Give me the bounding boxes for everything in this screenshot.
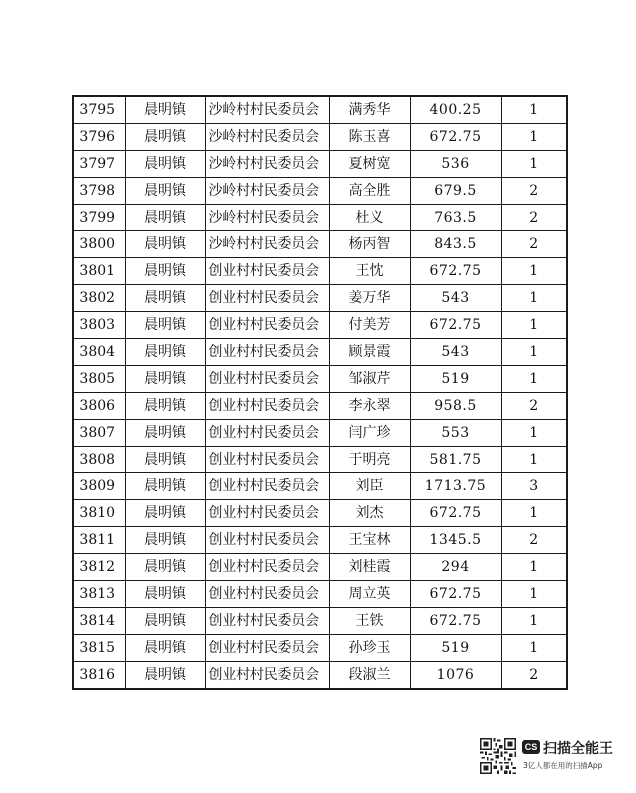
table-row [73, 231, 567, 258]
cell-count: 1 [501, 607, 567, 634]
cell-amount: 843.5 [410, 231, 501, 258]
cell-amount: 958.5 [410, 392, 501, 419]
cell-person-name: 付美芳 [329, 312, 410, 339]
cell-count: 2 [501, 527, 567, 554]
cell-serial: 3795 [73, 96, 125, 123]
cell-person-name: 段淑兰 [329, 661, 410, 688]
cell-village-committee: 创业村村民委员会 [205, 312, 329, 339]
cs-logo-icon: CS [522, 740, 540, 754]
cell-person-name: 杨丙智 [329, 231, 410, 258]
cell-serial: 3815 [73, 634, 125, 661]
table-row [73, 339, 567, 366]
cell-town: 晨明镇 [125, 500, 205, 527]
cell-count: 1 [501, 500, 567, 527]
cell-village-committee: 沙岭村村民委员会 [205, 150, 329, 177]
cell-amount: 519 [410, 365, 501, 392]
cell-village-committee: 沙岭村村民委员会 [205, 96, 329, 123]
camscanner-watermark [480, 738, 630, 780]
cell-village-committee: 创业村村民委员会 [205, 500, 329, 527]
cell-serial: 3813 [73, 581, 125, 608]
cell-town: 晨明镇 [125, 581, 205, 608]
cell-person-name: 于明亮 [329, 446, 410, 473]
cell-person-name: 刘桂霞 [329, 554, 410, 581]
cell-person-name: 邹淑芹 [329, 365, 410, 392]
cell-count: 1 [501, 285, 567, 312]
cell-person-name: 李永翠 [329, 392, 410, 419]
cell-town: 晨明镇 [125, 204, 205, 231]
cell-town: 晨明镇 [125, 258, 205, 285]
cell-village-committee: 创业村村民委员会 [205, 446, 329, 473]
cell-serial: 3798 [73, 177, 125, 204]
cell-serial: 3809 [73, 473, 125, 500]
brand-tagline: 3亿人都在用的扫描App [523, 761, 603, 770]
table-row [73, 500, 567, 527]
cell-town: 晨明镇 [125, 419, 205, 446]
cell-serial: 3812 [73, 554, 125, 581]
cell-amount: 553 [410, 419, 501, 446]
cell-count: 1 [501, 150, 567, 177]
cell-serial: 3804 [73, 339, 125, 366]
cell-village-committee: 创业村村民委员会 [205, 365, 329, 392]
cell-amount: 294 [410, 554, 501, 581]
cell-town: 晨明镇 [125, 339, 205, 366]
cell-serial: 3805 [73, 365, 125, 392]
cell-count: 1 [501, 258, 567, 285]
cell-person-name: 刘杰 [329, 500, 410, 527]
table-row [73, 258, 567, 285]
cell-village-committee: 沙岭村村民委员会 [205, 231, 329, 258]
record-table [72, 95, 568, 690]
cell-amount: 672.75 [410, 500, 501, 527]
cell-amount: 672.75 [410, 258, 501, 285]
cell-amount: 581.75 [410, 446, 501, 473]
table-row [73, 661, 567, 688]
cell-person-name: 姜万华 [329, 285, 410, 312]
cell-village-committee: 创业村村民委员会 [205, 554, 329, 581]
cell-town: 晨明镇 [125, 365, 205, 392]
cell-amount: 1713.75 [410, 473, 501, 500]
cell-serial: 3800 [73, 231, 125, 258]
cell-count: 1 [501, 634, 567, 661]
cell-amount: 519 [410, 634, 501, 661]
cell-count: 1 [501, 554, 567, 581]
cell-count: 3 [501, 473, 567, 500]
brand-name: 扫描全能王 [543, 741, 613, 757]
cell-count: 1 [501, 96, 567, 123]
cell-amount: 536 [410, 150, 501, 177]
cell-town: 晨明镇 [125, 312, 205, 339]
cell-serial: 3806 [73, 392, 125, 419]
cell-person-name: 王忱 [329, 258, 410, 285]
cell-village-committee: 创业村村民委员会 [205, 473, 329, 500]
cell-count: 2 [501, 661, 567, 688]
cell-town: 晨明镇 [125, 473, 205, 500]
cell-amount: 679.5 [410, 177, 501, 204]
cell-village-committee: 沙岭村村民委员会 [205, 123, 329, 150]
cell-amount: 672.75 [410, 607, 501, 634]
cell-serial: 3811 [73, 527, 125, 554]
cell-town: 晨明镇 [125, 554, 205, 581]
cell-town: 晨明镇 [125, 285, 205, 312]
cell-town: 晨明镇 [125, 177, 205, 204]
table-row [73, 392, 567, 419]
cell-village-committee: 沙岭村村民委员会 [205, 177, 329, 204]
cell-village-committee: 创业村村民委员会 [205, 527, 329, 554]
cell-serial: 3796 [73, 123, 125, 150]
cell-serial: 3802 [73, 285, 125, 312]
cell-amount: 672.75 [410, 312, 501, 339]
cell-serial: 3807 [73, 419, 125, 446]
cell-count: 1 [501, 365, 567, 392]
cell-town: 晨明镇 [125, 634, 205, 661]
cell-village-committee: 创业村村民委员会 [205, 285, 329, 312]
cell-amount: 1345.5 [410, 527, 501, 554]
table-row [73, 150, 567, 177]
cell-person-name: 刘臣 [329, 473, 410, 500]
cell-village-committee: 创业村村民委员会 [205, 581, 329, 608]
cell-count: 2 [501, 231, 567, 258]
cell-person-name: 王铁 [329, 607, 410, 634]
cell-count: 1 [501, 339, 567, 366]
table-row [73, 419, 567, 446]
table-body [73, 96, 567, 689]
cell-person-name: 王宝林 [329, 527, 410, 554]
cell-town: 晨明镇 [125, 661, 205, 688]
cell-serial: 3799 [73, 204, 125, 231]
table-row [73, 285, 567, 312]
cell-serial: 3803 [73, 312, 125, 339]
cell-count: 1 [501, 123, 567, 150]
table-row [73, 312, 567, 339]
cell-count: 1 [501, 446, 567, 473]
cell-person-name: 夏树宽 [329, 150, 410, 177]
cell-amount: 672.75 [410, 123, 501, 150]
cell-town: 晨明镇 [125, 150, 205, 177]
cell-town: 晨明镇 [125, 96, 205, 123]
cell-amount: 543 [410, 339, 501, 366]
cell-town: 晨明镇 [125, 123, 205, 150]
cell-town: 晨明镇 [125, 446, 205, 473]
cell-village-committee: 创业村村民委员会 [205, 419, 329, 446]
cell-town: 晨明镇 [125, 607, 205, 634]
table-row [73, 365, 567, 392]
table-row [73, 527, 567, 554]
cell-person-name: 闫广珍 [329, 419, 410, 446]
table-row [73, 204, 567, 231]
cell-town: 晨明镇 [125, 231, 205, 258]
cell-person-name: 陈玉喜 [329, 123, 410, 150]
cell-person-name: 周立英 [329, 581, 410, 608]
cell-serial: 3810 [73, 500, 125, 527]
cell-count: 2 [501, 392, 567, 419]
cell-count: 1 [501, 312, 567, 339]
cell-village-committee: 创业村村民委员会 [205, 661, 329, 688]
cell-town: 晨明镇 [125, 527, 205, 554]
table-row [73, 473, 567, 500]
cell-person-name: 孙珍玉 [329, 634, 410, 661]
cell-person-name: 高全胜 [329, 177, 410, 204]
cell-amount: 543 [410, 285, 501, 312]
cell-serial: 3814 [73, 607, 125, 634]
cell-serial: 3797 [73, 150, 125, 177]
cell-amount: 672.75 [410, 581, 501, 608]
cell-serial: 3801 [73, 258, 125, 285]
table-row [73, 177, 567, 204]
cell-village-committee: 创业村村民委员会 [205, 607, 329, 634]
cell-count: 1 [501, 419, 567, 446]
cell-amount: 763.5 [410, 204, 501, 231]
cell-village-committee: 沙岭村村民委员会 [205, 204, 329, 231]
cell-count: 1 [501, 581, 567, 608]
table-row [73, 581, 567, 608]
table-row [73, 554, 567, 581]
table-row [73, 96, 567, 123]
table-row [73, 634, 567, 661]
cell-count: 2 [501, 204, 567, 231]
cell-amount: 1076 [410, 661, 501, 688]
qr-code-icon [480, 738, 516, 774]
cell-count: 2 [501, 177, 567, 204]
table-row [73, 123, 567, 150]
cell-amount: 400.25 [410, 96, 501, 123]
table-row [73, 607, 567, 634]
table-row [73, 446, 567, 473]
cell-village-committee: 创业村村民委员会 [205, 339, 329, 366]
cell-serial: 3816 [73, 661, 125, 688]
cell-town: 晨明镇 [125, 392, 205, 419]
cell-village-committee: 创业村村民委员会 [205, 392, 329, 419]
cell-person-name: 杜义 [329, 204, 410, 231]
cell-village-committee: 创业村村民委员会 [205, 634, 329, 661]
cell-serial: 3808 [73, 446, 125, 473]
cell-village-committee: 创业村村民委员会 [205, 258, 329, 285]
cell-person-name: 顾景霞 [329, 339, 410, 366]
cell-person-name: 满秀华 [329, 96, 410, 123]
